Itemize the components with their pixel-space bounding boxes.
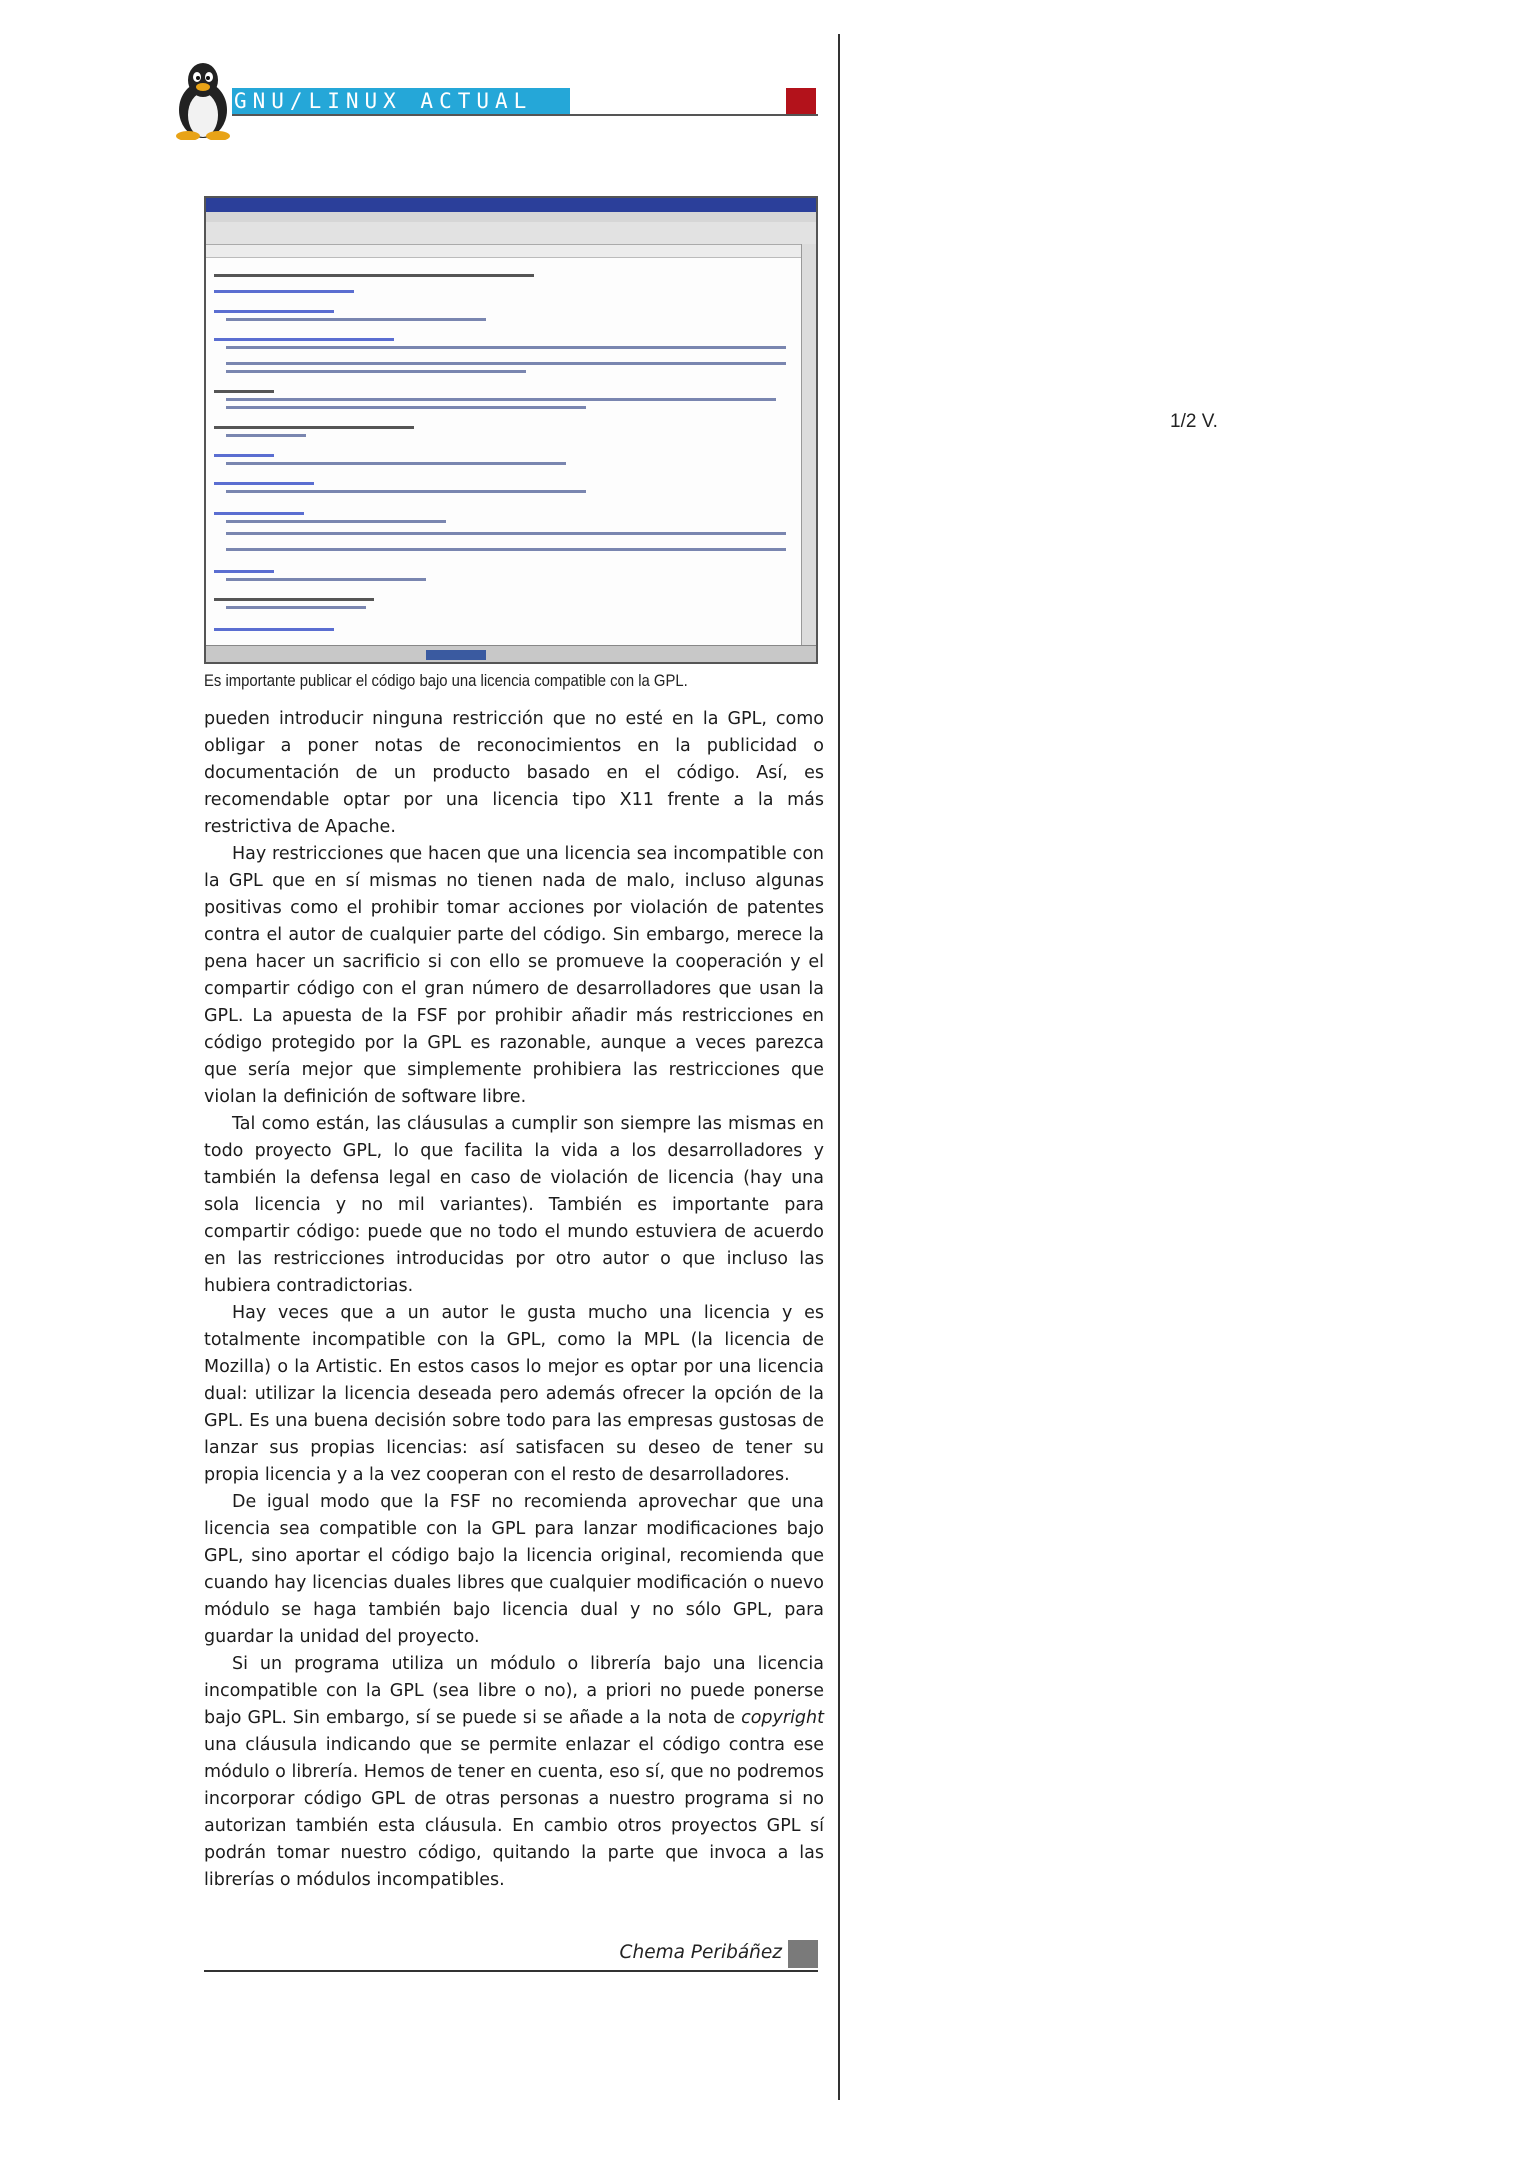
article-paragraph: Hay veces que a un autor le gusta mucho una licencia y es totalmente incompatible con la GPL, como la MPL (la licencia de Mozilla) o la Artistic. En estos casos lo mejor es optar por una licencia dual: utilizar la licencia deseada pero además ofrecer la opción de la GPL. Es una buena decisión sobre todo para las empresas gustosas de lanzar sus propias licencias: así satisfacen su deseo de tener su propia licencia y a la vez cooperan con el resto de desarrolladores. bbox=[204, 1303, 824, 1485]
emphasis-copyright: copyright bbox=[741, 1708, 824, 1728]
signature-row bbox=[204, 1940, 818, 1970]
paragraph-text: una cláusula indicando que se permite enlazar el código contra ese módulo o librería. Hemos de tener en cuenta, eso sí, que no podremos incorporar código GPL de otras personas a nuestro programa si no autorizan también esta cláusula. En cambio otros proyectos GPL sí podrán tomar nuestro código, quitando la parte que invoca a las librerías o módulos incompatibles. bbox=[204, 1735, 824, 1890]
figure-screenshot bbox=[204, 196, 818, 664]
header-rule bbox=[232, 114, 818, 116]
screenshot-content bbox=[206, 258, 802, 646]
header-red-marker bbox=[786, 88, 816, 114]
article-body bbox=[204, 706, 824, 1894]
article-paragraph: De igual modo que la FSF no recomienda aprovechar que una licencia sea compatible con la GPL para lanzar modificaciones bajo GPL, sino aportar el código bajo la licencia original, recomienda que cuando hay licencias duales libres que cualquier modificación o nuevo módulo se haga también bajo licencia dual y no sólo GPL, para guardar la unidad del proyecto. bbox=[204, 1492, 824, 1647]
screenshot-address-bar bbox=[206, 245, 816, 258]
paragraph-text: Si un programa utiliza un módulo o librería bajo una licencia incompatible con la GPL (sea libre o no), a priori no puede ponerse bajo GPL. Sin embargo, sí se puede si se añade a la nota de bbox=[204, 1654, 824, 1728]
author-signature: Chema Peribáñez bbox=[619, 1942, 782, 1963]
article-paragraph: Hay restricciones que hacen que una licencia sea incompatible con la GPL que en sí mismas no tienen nada de malo, incluso algunas positivas como el prohibir tomar acciones por violación de patentes contra el autor de cualquier parte del código. Sin embargo, merece la pena hacer un sacrificio si con ello se promueve la cooperación y el compartir código con el gran número de desarrolladores que usan la GPL. La apuesta de la FSF por prohibir añadir más restricciones en código protegido por la GPL es razonable, aunque a veces parezca que sería mejor que simplemente prohibiera las restricciones que violan la definición de software libre. bbox=[204, 844, 824, 1107]
article-paragraph bbox=[204, 1651, 824, 1894]
screenshot-scrollbar bbox=[801, 244, 816, 648]
screenshot-title-bar bbox=[206, 198, 816, 212]
screenshot-toolbar bbox=[206, 222, 816, 245]
end-marker bbox=[788, 1940, 818, 1968]
article-paragraph: Tal como están, las cláusulas a cumplir son siempre las mismas en todo proyecto GPL, lo que facilita la vida a los desarrolladores y también la defensa legal en caso de violación de licencia (hay una sola licencia y no mil variantes). También es importante para compartir código: puede que no todo el mundo estuviera de acuerdo en las restricciones introducidas por otro autor o que incluso las hubiera contradictorias. bbox=[204, 1114, 824, 1296]
column-divider bbox=[838, 34, 840, 2100]
publication-title: GNU/LINUX ACTUAL bbox=[234, 89, 533, 113]
screenshot-status-bar bbox=[206, 645, 816, 662]
figure-caption: Es importante publicar el código bajo una licencia compatible con la GPL. bbox=[204, 672, 688, 690]
tux-penguin-icon bbox=[170, 60, 236, 140]
screenshot-menu-bar bbox=[206, 212, 816, 222]
article-paragraph: pueden introducir ninguna restricción que no esté en la GPL, como obligar a poner notas de reconocimientos en la publicidad o documentación de un producto basado en el código. Así, es recomendable optar por una licencia tipo X11 frente a la más restrictiva de Apache. bbox=[204, 709, 824, 837]
margin-note: 1/2 V. bbox=[1170, 411, 1218, 432]
footer-rule bbox=[204, 1970, 818, 1972]
